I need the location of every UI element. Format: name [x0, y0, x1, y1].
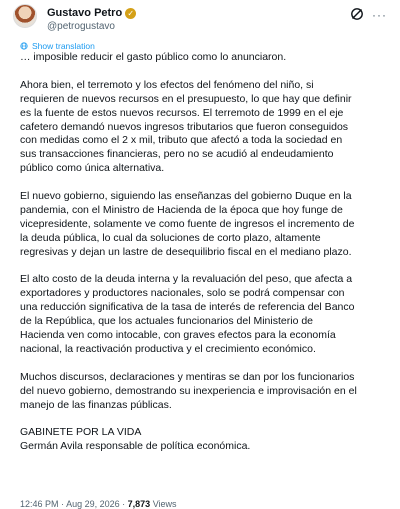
tweet-metadata — [20, 499, 177, 509]
avatar[interactable] — [13, 4, 37, 28]
tweet-paragraph: … imposible reducir el gasto público como lo anunciaron. — [20, 51, 287, 63]
tweet-paragraph: GABINETE POR LA VIDA Germán Avila responsable de política económica. — [20, 426, 251, 453]
tweet-time[interactable]: 12:46 PM — [20, 499, 59, 509]
show-translation-link[interactable] — [20, 41, 95, 51]
tweet-date[interactable]: Aug 29, 2026 — [66, 499, 120, 509]
views-label: Views — [152, 499, 177, 509]
tweet-paragraph: El alto costo de la deuda interna y la revaluación del peso, que afecta a exportadores y productores nacionales, solo se podrá compensar con una reducción significativa de la tasa de interés de referencia del Banco de la República, que los actuales funcionarios del Ministerio de Hacienda ven como intocable, con graves efectos para la economía nacional, la reactivación productiva y el crecimiento económico. — [20, 273, 355, 355]
separator-dot: · — [61, 499, 67, 509]
author-name[interactable]: Gustavo Petro — [47, 7, 123, 19]
tweet-paragraph: Ahora bien, el terremoto y los efectos del fenómeno del niño, si requieren de nuevos recursos en el presupuesto, lo que hay que definir es la fuente de estos nuevos recursos. El terremoto de 1999 en el eje cafetero demandó nuevos ingresos tributarios que fueron conseguidos con medidas como el 2 x mil, tributo que afectó a toda la sociedad en sus transacciones financieras, pero no se acudió al endeudamiento público como única alternativa. — [20, 78, 352, 175]
verified-badge-icon: ✓ — [125, 8, 136, 19]
tweet-header — [13, 4, 389, 38]
show-translation-label: Show translation — [32, 41, 95, 51]
globe-icon — [20, 42, 28, 50]
grok-icon[interactable] — [349, 6, 365, 22]
tweet-paragraph: Muchos discursos, declaraciones y mentiras se dan por los funcionarios del nuevo gobierno, demostrando su inexperiencia e improvisación en el manejo de las finanzas públicas. — [20, 370, 357, 411]
tweet-body — [20, 51, 388, 454]
author-handle[interactable]: @petrogustavo — [47, 21, 115, 32]
more-options-icon[interactable]: ··· — [372, 8, 387, 22]
author-name-line — [47, 7, 136, 19]
views-count: 7,873 — [127, 499, 151, 509]
separator-dot: · — [122, 499, 128, 509]
tweet-paragraph: El nuevo gobierno, siguiendo las enseñanzas del gobierno Duque en la pandemia, con el Ministro de Hacienda de la época que hoy funge de vicepresidente, solamente ve como fuente de ingresos el incremento de la deuda pública, lo cual da soluciones de corto plazo, altamente regresivas y dejan un lastre de desequilibrio fiscal en el mediano plazo. — [20, 190, 355, 258]
